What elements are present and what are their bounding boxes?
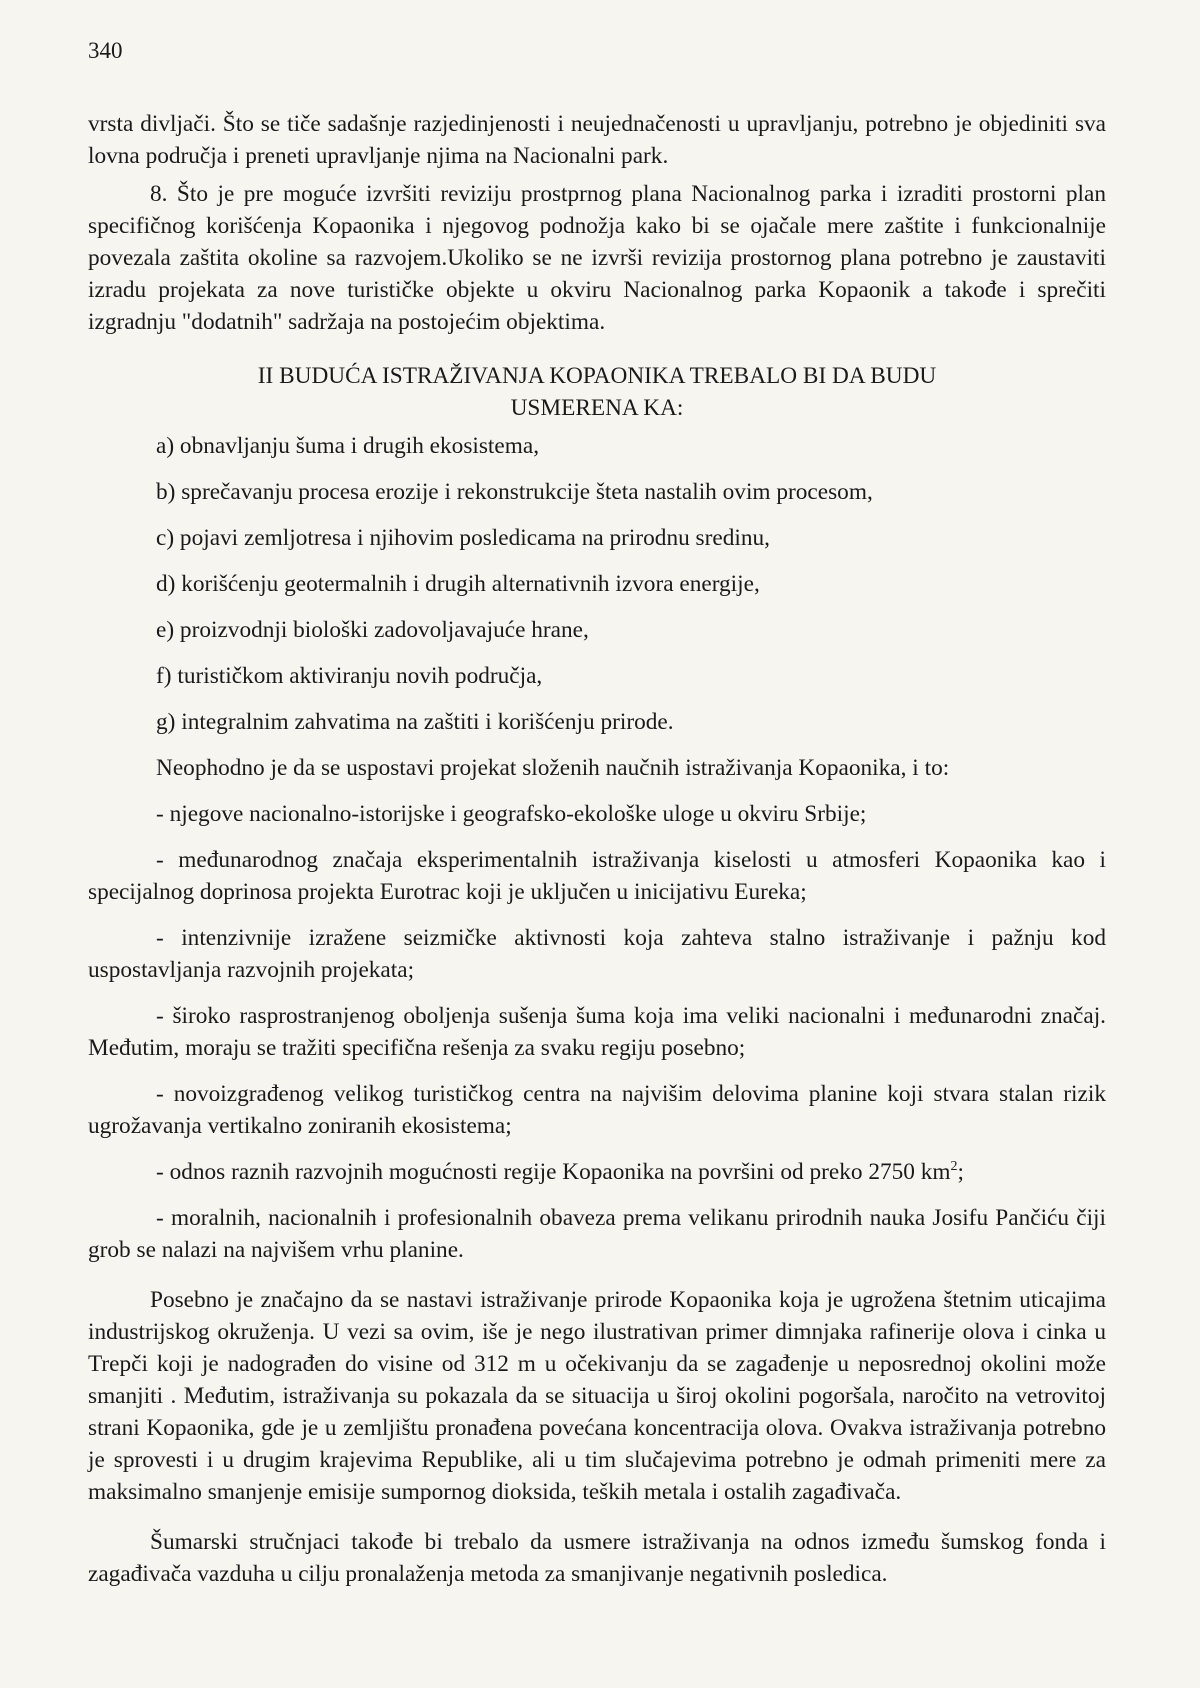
paragraph: 8. Što je pre moguće izvršiti reviziju prostprnog plana Nacionalnog parka i izraditi prostorni plan specifičnog korišćenja Kopaonika i njegovog podnožja kako bi se ojačale mere zaštite i funkcionalnije povezala zaštita okoline sa razvojem.Ukoliko se ne izvrši revizija prostornog plana potrebno je zaustaviti izradu projekata za nove turističke objekte u okviru Nacionalnog parka Kopaonik a takođe i sprečiti izgradnju "dodatnih" sadržaja na postojećim objektima. [88,181,1106,335]
bullet-item: - intenzivnije izražene seizmičke aktivnosti koja zahteva stalno istraživanje i pažnju kod uspostavljanja razvojnih projekata; [88,925,1106,983]
intro-paragraph: Neophodno je da se uspostavi projekat složenih naučnih istraživanja Kopaonika, i to: [156,755,950,781]
list-item: c) pojavi zemljotresa i njihovim posledicama na prirodnu sredinu, [156,525,770,551]
section-heading [88,360,1106,424]
bullet-item: - međunarodnog značaja eksperimentalnih istraživanja kiselosti u atmosferi Kopaonika kao i specijalnog doprinosa projekta Eurotrac koji je uključen u inicijativu Eureka; [88,847,1106,905]
heading-line: USMERENA KA: [510,395,684,421]
paragraph: Posebno je značajno da se nastavi istraživanje prirode Kopaonika koja je ugrožena štetnim uticajima industrijskog okruženja. U vezi sa ovim, iše je nego ilustrativan primer dimnjaka rafinerije olova i cinka u Trepči koji je nadograđen do visine od 312 m u očekivanju da se zagađenje u neposrednoj okolini može smanjiti . Međutim, istraživanja su pokazala da se situacija u široj okolini pogoršala, naročito na vetrovitoj strani Kopaonika, gde je u zemljištu pronađena povećana koncentracija olova. Ovakva istraživanja potrebno je sprovesti i u drugim krajevima Republike, ali u tim slučajevima potrebno je odmah primeniti mere za maksimalno smanjenje emisije sumpornog dioksida, teških metala i ostalih zagađivača. [88,1287,1106,1505]
list-item: b) sprečavanju procesa erozije i rekonstrukcije šteta nastalih ovim procesom, [156,479,873,505]
bullet-item: - novoizgrađenog velikog turističkog centra na najvišim delovima planine koji stvara stalan rizik ugrožavanja vertikalno zoniranih ekosistema; [88,1081,1106,1139]
list-item: f) turističkom aktiviranju novih područja, [156,663,543,689]
list-item: e) proizvodnji biološki zadovoljavajuće hrane, [156,617,589,643]
bullet-item: - široko rasprostranjenog oboljenja sušenja šuma koja ima veliki nacionalni i međunarodni značaj. Međutim, moraju se tražiti specifična rešenja za svaku regiju posebno; [88,1003,1106,1061]
list-item: d) korišćenju geotermalnih i drugih alternativnih izvora energije, [156,571,760,597]
bullet-end: ; [957,1159,965,1185]
paragraph: Šumarski stručnjaci takođe bi trebalo da usmere istraživanja na odnos između šumskog fonda i zagađivača vazduha u cilju pronalaženja metoda za smanjivanje negativnih posledica. [88,1529,1106,1587]
paragraph: vrsta divljači. Što se tiče sadašnje razjedinjenosti i neujednačenosti u upravljanju, potrebno je objediniti sva lovna područja i preneti upravljanje njima na Nacionalni park. [88,111,1106,169]
list-item: a) obnavljanju šuma i drugih ekosistema, [156,433,540,459]
page-number: 340 [88,38,123,63]
heading-line: II BUDUĆA ISTRAŽIVANJA KOPAONIKA TREBALO BI DA BUDU [257,363,937,389]
bullet-item: - moralnih, nacionalnih i profesionalnih obaveza prema velikanu prirodnih nauka Josifu Pančiću čiji grob se nalazi na najvišem vrhu planine. [88,1205,1106,1263]
bullet-text: - odnos raznih razvojnih mogućnosti regije Kopaonika na površini od preko 2750 km [156,1159,951,1185]
bullet-item: - njegove nacionalno-istorijske i geografsko-ekološke uloge u okviru Srbije; [156,801,867,827]
bullet-item [88,1156,1106,1188]
page-content [88,108,1106,1590]
superscript: 2 [950,1159,958,1175]
list-item: g) integralnim zahvatima na zaštiti i korišćenju prirode. [156,709,674,735]
